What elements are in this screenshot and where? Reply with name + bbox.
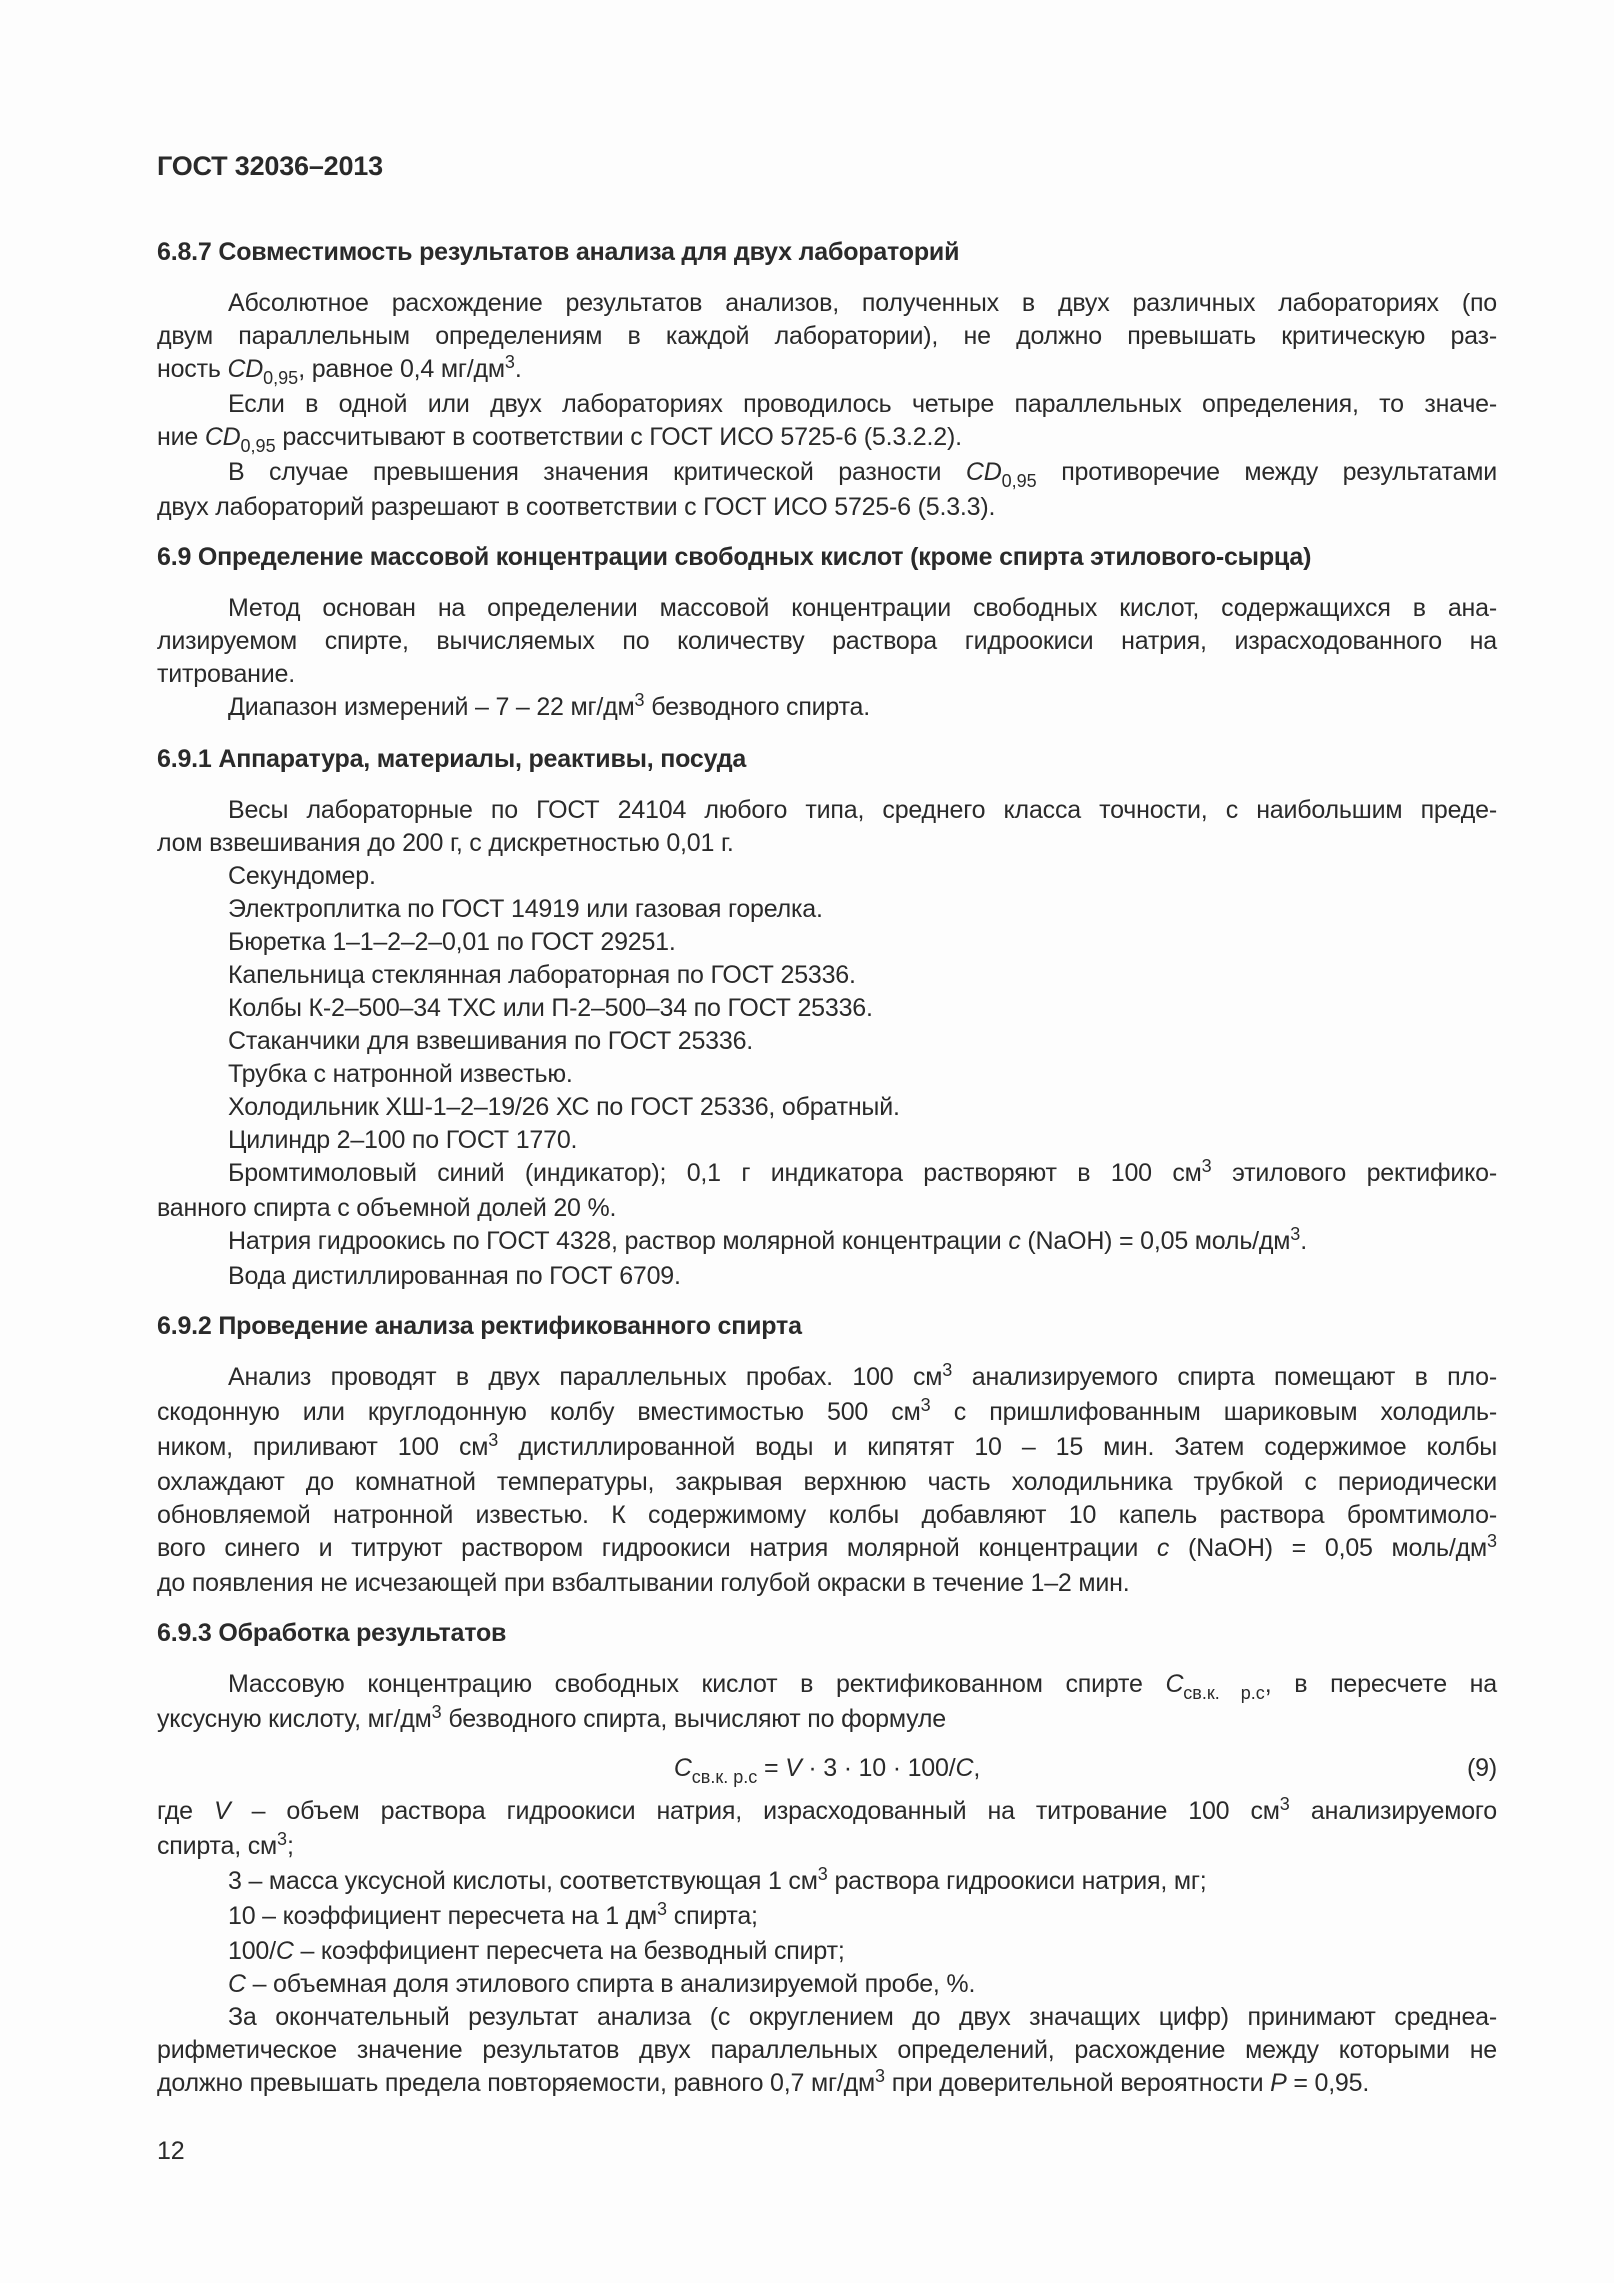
text-line <box>157 1703 1497 1738</box>
italic-text: CD <box>227 355 264 383</box>
text-segment: Бюретка 1–1–2–2–0,01 по ГОСТ 29251. <box>228 928 676 956</box>
superscript: 3 <box>1279 1794 1290 1814</box>
text-line <box>157 592 1497 625</box>
subscript: 0,95 <box>1001 471 1037 491</box>
paragraph <box>157 1935 1497 1968</box>
superscript: 3 <box>817 1864 828 1884</box>
text-line <box>157 1025 1497 1058</box>
text-segment: Колбы К-2–500–34 ТХС или П-2–500–34 по ГОСТ 25336. <box>228 994 873 1022</box>
superscript: 3 <box>1290 1224 1301 1244</box>
superscript: 3 <box>942 1360 953 1380</box>
text-segment: ; <box>287 1832 294 1860</box>
text-segment: рассчитывают в соответствии с ГОСТ ИСО 5725-6 (5.3.2.2). <box>275 423 962 451</box>
text-segment: ние <box>157 423 205 451</box>
paragraph <box>157 1260 1497 1293</box>
subscript: 0,95 <box>263 368 299 388</box>
paragraph <box>157 860 1497 893</box>
text-line <box>157 1260 1497 1293</box>
paragraph <box>157 1865 1497 1900</box>
paragraph <box>157 1361 1497 1600</box>
text-segment: – объемная доля этилового спирта в анализируемой пробе, %. <box>245 1970 976 1998</box>
text-line <box>157 1124 1497 1157</box>
text-line <box>157 1865 1497 1900</box>
text-line <box>157 421 1497 456</box>
text-line <box>157 1466 1497 1499</box>
text-line <box>157 456 1497 491</box>
paragraph <box>157 992 1497 1025</box>
text-segment: Секундомер. <box>228 862 376 890</box>
text-line <box>157 893 1497 926</box>
text-segment: Если в одной или двух лабораториях проводилось четыре параллельных определения, то значе- <box>228 390 1497 418</box>
text-segment: анализируемого <box>1289 1797 1497 1825</box>
superscript: 3 <box>431 1702 442 1722</box>
text-segment: Весы лабораторные по ГОСТ 24104 любого типа, среднего класса точности, с наибольшим преде- <box>228 796 1497 824</box>
superscript: 3 <box>1201 1156 1212 1176</box>
italic-text: C <box>228 1970 246 1998</box>
running-header: ГОСТ 32036–2013 <box>157 151 383 181</box>
text-segment: лом взвешивания до 200 г, с дискретностью 0,01 г. <box>157 829 734 857</box>
paragraph <box>157 1058 1497 1091</box>
paragraph <box>157 691 1497 726</box>
text-line <box>157 2001 1497 2034</box>
text-segment: Абсолютное расхождение результатов анализов, полученных в двух различных лабораториях (по <box>228 289 1497 317</box>
text-segment: уксусную кислоту, мг/дм <box>157 1705 432 1733</box>
paragraph <box>157 1900 1497 1935</box>
text-segment: ником, приливают 100 см <box>157 1433 489 1461</box>
text-segment: . <box>514 355 522 383</box>
text-segment: Вода дистиллированная по ГОСТ 6709. <box>228 1262 681 1290</box>
text-segment: = <box>757 1754 786 1782</box>
paragraph <box>157 1091 1497 1124</box>
paragraph <box>157 1968 1497 2001</box>
text-segment: Диапазон измерений – 7 – 22 мг/дм <box>228 693 635 721</box>
section-heading: 6.9.2 Проведение анализа ректификованного спирта <box>157 1312 802 1340</box>
text-line <box>157 794 1497 827</box>
text-line <box>157 1225 1497 1260</box>
paragraph <box>157 893 1497 926</box>
text-segment: ность <box>157 355 228 383</box>
text-segment: – коэффициент пересчета на безводный спирт; <box>293 1937 845 1965</box>
text-segment: до появления не исчезающей при взбалтывании голубой окраски в течение 1–2 мин. <box>157 1569 1130 1597</box>
superscript: 3 <box>488 1430 499 1450</box>
paragraph <box>157 2001 1497 2102</box>
text-line <box>157 1900 1497 1935</box>
italic-text: CD <box>204 423 241 451</box>
text-segment: Натрия гидроокись по ГОСТ 4328, раствор молярной концентрации <box>228 1227 1009 1255</box>
text-segment: Электроплитка по ГОСТ 14919 или газовая горелка. <box>228 895 823 923</box>
text-segment: ванного спирта с объемной долей 20 %. <box>157 1194 617 1222</box>
paragraph <box>157 1668 1497 1738</box>
subscript: св.к. р.с <box>1183 1683 1265 1703</box>
text-line <box>157 2067 1497 2102</box>
text-segment: анализируемого спирта помещают в пло- <box>952 1363 1497 1391</box>
text-segment: должно превышать предела повторяемости, равного 0,7 мг/дм <box>157 2069 875 2097</box>
text-segment: Трубка с натронной известью. <box>228 1060 573 1088</box>
italic-text: C <box>1165 1670 1184 1698</box>
text-segment: 100/ <box>228 1937 276 1965</box>
paragraph <box>157 794 1497 860</box>
paragraph <box>157 1795 1497 1865</box>
text-segment: спирта; <box>667 1902 758 1930</box>
text-line <box>157 2034 1497 2067</box>
text-segment: 3 – масса уксусной кислоты, соответствующая 1 см <box>228 1867 818 1895</box>
text-segment: скодонную или круглодонную колбу вместимостью 500 см <box>157 1398 921 1426</box>
superscript: 3 <box>277 1829 288 1849</box>
text-line <box>157 1091 1497 1124</box>
formula-equation <box>673 1754 981 1787</box>
text-segment: спирта, см <box>157 1832 278 1860</box>
text-segment: Стаканчики для взвешивания по ГОСТ 25336. <box>228 1027 754 1055</box>
text-line <box>157 1192 1497 1225</box>
formula <box>157 1752 1497 1787</box>
text-line <box>157 658 1497 691</box>
text-segment: Капельница стеклянная лабораторная по ГОСТ 25336. <box>228 961 856 989</box>
text-segment: Холодильник ХШ-1–2–19/26 ХС по ГОСТ 25336, обратный. <box>228 1093 900 1121</box>
text-line <box>157 491 1497 524</box>
superscript: 3 <box>920 1395 931 1415</box>
italic-text: V <box>214 1797 231 1825</box>
superscript: 3 <box>1486 1531 1497 1551</box>
text-line <box>157 1532 1497 1567</box>
text-line <box>157 959 1497 992</box>
text-line <box>157 1157 1497 1192</box>
text-line <box>157 388 1497 421</box>
text-line <box>157 1499 1497 1532</box>
section-heading: 6.9.1 Аппаратура, материалы, реактивы, посуда <box>157 745 747 773</box>
text-segment: раствора гидроокиси натрия, мг; <box>827 1867 1207 1895</box>
paragraph <box>157 456 1497 524</box>
paragraph <box>157 287 1497 388</box>
superscript: 3 <box>874 2066 885 2086</box>
text-segment: Массовую концентрацию свободных кислот в ректификованном спирте <box>228 1670 1166 1698</box>
text-line <box>157 320 1497 353</box>
italic-text: V <box>785 1754 802 1782</box>
paragraph <box>157 1124 1497 1157</box>
section-heading: 6.9.3 Обработка результатов <box>157 1619 507 1647</box>
paragraph <box>157 388 1497 456</box>
text-segment: рифметическое значение результатов двух параллельных определений, расхождение между которыми не <box>157 2036 1497 2064</box>
text-line <box>157 1361 1497 1396</box>
text-line <box>157 1668 1497 1703</box>
page-number: 12 <box>157 2137 185 2165</box>
superscript: 3 <box>634 690 645 710</box>
text-segment: при доверительной вероятности <box>885 2069 1271 2097</box>
paragraph <box>157 1225 1497 1260</box>
italic-text: C <box>275 1937 294 1965</box>
text-segment: безводного спирта. <box>644 693 871 721</box>
text-segment: (NaOH) = 0,05 моль/дм <box>1169 1534 1487 1562</box>
text-segment: обновляемой натронной известью. К содержимому колбы добавляют 10 капель раствора бромтимоло- <box>157 1501 1497 1529</box>
superscript: 3 <box>657 1899 668 1919</box>
text-segment: лизируемом спирте, вычисляемых по количеству раствора гидроокиси натрия, израсходованного на <box>157 627 1497 655</box>
text-line <box>157 1795 1497 1830</box>
text-segment: где <box>157 1797 214 1825</box>
text-segment: двум параллельным определениям в каждой лаборатории), не должно превышать критическую раз- <box>157 322 1497 350</box>
superscript: 3 <box>504 352 515 372</box>
section-heading: 6.8.7 Совместимость результатов анализа для двух лабораторий <box>157 238 960 266</box>
text-line <box>157 287 1497 320</box>
text-line <box>157 1567 1497 1600</box>
text-line <box>157 827 1497 860</box>
text-line <box>157 1396 1497 1431</box>
text-segment: (NaOH) = 0,05 моль/дм <box>1020 1227 1291 1255</box>
text-line <box>157 1058 1497 1091</box>
text-segment: , в пересчете на <box>1264 1670 1497 1698</box>
text-segment: . <box>1300 1227 1308 1255</box>
text-line <box>157 1935 1497 1968</box>
text-segment: титрование. <box>157 660 295 688</box>
paragraph <box>157 959 1497 992</box>
text-segment: – объем раствора гидроокиси натрия, израсходованный на титрование 100 см <box>230 1797 1280 1825</box>
text-segment: безводного спирта, вычисляют по формуле <box>441 1705 946 1733</box>
text-segment: дистиллированной воды и кипятят 10 – 15 мин. Затем содержимое колбы <box>498 1433 1497 1461</box>
text-line <box>157 992 1497 1025</box>
text-segment: Бромтимоловый синий (индикатор); 0,1 г индикатора растворяют в 100 см <box>228 1159 1202 1187</box>
text-segment: , равное 0,4 мг/дм <box>298 355 505 383</box>
text-segment: , <box>973 1754 981 1782</box>
text-segment: двух лабораторий разрешают в соответствии с ГОСТ ИСО 5725-6 (5.3.3). <box>157 493 996 521</box>
text-line <box>157 860 1497 893</box>
italic-text: P <box>1270 2069 1287 2097</box>
text-segment: · 3 · 10 · 100/ <box>801 1754 956 1782</box>
text-segment: с пришлифованным шариковым холодиль- <box>930 1398 1498 1426</box>
text-line <box>157 691 1497 726</box>
italic-text: C <box>955 1754 974 1782</box>
text-segment: охлаждают до комнатной температуры, закрывая верхнюю часть холодильника трубкой с периодически <box>157 1468 1497 1496</box>
text-segment: = 0,95. <box>1286 2069 1370 2097</box>
formula-number: (9) <box>1467 1754 1497 1782</box>
italic-text: c <box>1156 1534 1170 1562</box>
italic-text: c <box>1008 1227 1021 1255</box>
text-segment: этилового ректифико- <box>1211 1159 1497 1187</box>
text-segment: В случае превышения значения критической разности <box>228 458 966 486</box>
text-segment: Анализ проводят в двух параллельных пробах. 100 см <box>228 1363 943 1391</box>
text-line <box>157 926 1497 959</box>
text-segment: противоречие между результатами <box>1036 458 1497 486</box>
paragraph <box>157 1025 1497 1058</box>
text-segment: Метод основан на определении массовой концентрации свободных кислот, содержащихся в ана- <box>228 594 1497 622</box>
text-line <box>157 1431 1497 1466</box>
text-segment: вого синего и титруют раствором гидроокиси натрия молярной концентрации <box>157 1534 1157 1562</box>
subscript: 0,95 <box>240 436 276 456</box>
text-segment: Цилиндр 2–100 по ГОСТ 1770. <box>228 1126 578 1154</box>
italic-text: C <box>673 1754 692 1782</box>
text-line <box>157 1968 1497 2001</box>
subscript: св.к. р.с <box>691 1767 758 1787</box>
text-segment: 10 – коэффициент пересчета на 1 дм <box>228 1902 658 1930</box>
paragraph <box>157 926 1497 959</box>
paragraph <box>157 1157 1497 1225</box>
text-line <box>157 625 1497 658</box>
text-line <box>157 353 1497 388</box>
text-segment: За окончательный результат анализа (с округлением до двух значащих цифр) принимают среднеа- <box>228 2003 1497 2031</box>
italic-text: CD <box>965 458 1002 486</box>
page-content <box>157 183 1497 2102</box>
paragraph <box>157 592 1497 691</box>
section-heading: 6.9 Определение массовой концентрации свободных кислот (кроме спирта этилового-сырца) <box>157 543 1312 571</box>
text-line <box>157 1830 1497 1865</box>
